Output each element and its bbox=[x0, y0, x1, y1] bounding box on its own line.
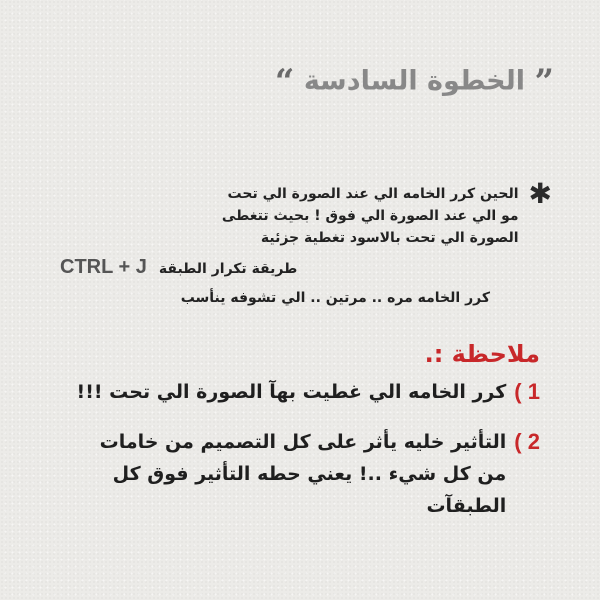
instruction-line: الحين كرر الخامه الي عند الصورة الي تحت bbox=[227, 186, 519, 202]
shortcut-key: CTRL + J bbox=[60, 256, 147, 278]
repeat-hint: كرر الخامه مره .. مرتين .. الي تشوفه ينأسب bbox=[180, 290, 490, 306]
remark-number: 2 ) bbox=[514, 429, 540, 454]
remarks-title: ملاحظة :. bbox=[424, 340, 540, 368]
instruction-line: الصورة الي تحت بالاسود تغطية جزئية bbox=[260, 230, 519, 246]
remark-text: كرر الخامه الي غطيت بهآ الصورة الي تحت !!! bbox=[76, 381, 507, 403]
step-heading bbox=[275, 62, 554, 102]
remark-text: التأثير خليه يأثر على كل التصميم من خامات من كل شيء ..! يعني حطه التأثير فوق كل الطبقآت bbox=[99, 431, 507, 517]
instruction-note bbox=[221, 177, 552, 249]
remark-item bbox=[77, 376, 540, 408]
close-quote: “ bbox=[274, 62, 295, 102]
step-title: الخطوة السادسة bbox=[303, 65, 526, 97]
layer-repeat-label: طريقة تكرار الطبقة bbox=[158, 261, 298, 277]
instruction-line: مو الي عند الصورة الي فوق ! بحيث تتغطى bbox=[221, 208, 519, 224]
asterisk-icon: ✱ bbox=[528, 177, 552, 210]
remark-number: 1 ) bbox=[514, 379, 540, 404]
layer-repeat-method bbox=[60, 256, 440, 279]
remark-item bbox=[66, 426, 540, 522]
open-quote: ” bbox=[534, 62, 554, 102]
instruction-text bbox=[222, 183, 519, 249]
